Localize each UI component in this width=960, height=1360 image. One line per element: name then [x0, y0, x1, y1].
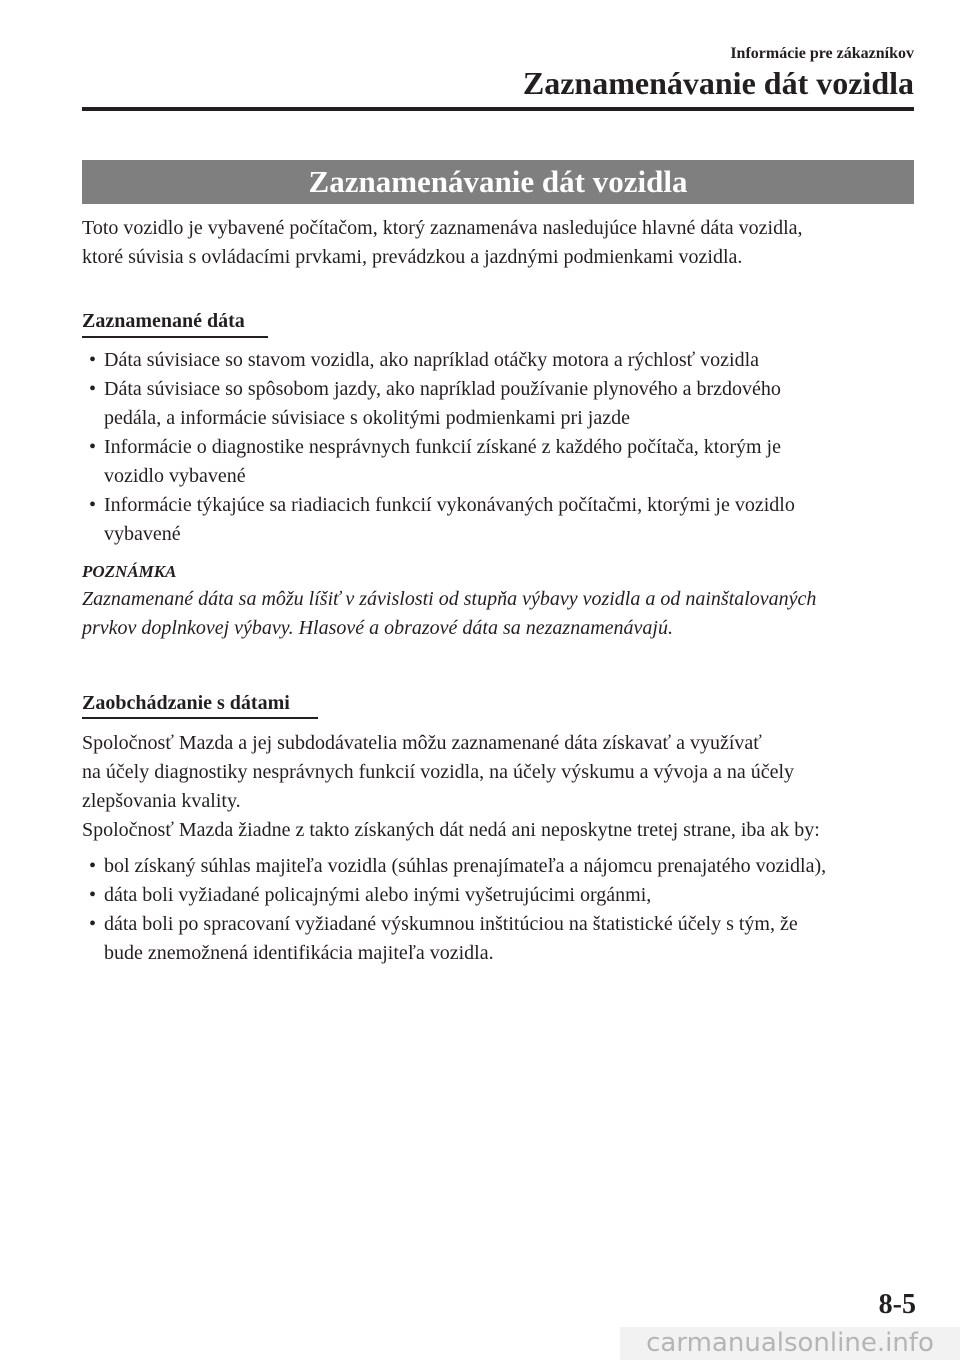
list-item-line: dáta boli po spracovaní vyžiadané výskumnou inštitúciou na štatistické účely s tým, že: [104, 913, 798, 935]
note-title: POZNÁMKA: [82, 562, 177, 581]
watermark: carmanualsonline.info: [620, 1327, 960, 1360]
list-item-line: Informácie týkajúce sa riadiacich funkcií vykonávaných počítačmi, ktorými je vozidlo: [104, 494, 795, 516]
list-item-line: Dáta súvisiace so spôsobom jazdy, ako napríklad používanie plynového a brzdového: [104, 378, 781, 400]
subheading-underline: [82, 336, 268, 338]
list-item: [82, 852, 922, 881]
bullet-icon: •: [89, 913, 97, 935]
bullet-icon: •: [89, 494, 97, 516]
list-item-line: pedála, a informácie súvisiace s okolitými podmienkami pri jazde: [104, 407, 630, 429]
list-item: [82, 910, 922, 968]
bullet-icon: •: [89, 378, 97, 400]
paragraph-line: Spoločnosť Mazda žiadne z takto získaných dát nedá ani neposkytne tretej strane, iba ak by:: [82, 819, 820, 841]
header-rule: [82, 107, 914, 111]
running-header-chapter: Zaznamenávanie dát vozidla: [522, 65, 914, 101]
subheading-underline: [82, 717, 318, 719]
list-item-line: Informácie o diagnostike nesprávnych funkcií získané z každého počítača, ktorým je: [104, 436, 781, 458]
list-item: [82, 375, 922, 433]
section-banner-title: Zaznamenávanie dát vozidla: [82, 160, 914, 204]
paragraph-line: na účely diagnostiky nesprávnych funkcií vozidla, na účely výskumu a vývoja a na účely: [82, 761, 795, 783]
note-line: Zaznamenané dáta sa môžu líšiť v závislosti od stupňa výbavy vozidla a od nainštalovaných: [82, 588, 817, 610]
paragraph-line: Spoločnosť Mazda a jej subdodávatelia môžu zaznamenané dáta získavať a využívať: [82, 732, 762, 754]
subheading-recorded-data: Zaznamenané dáta: [82, 310, 245, 332]
note-text: [82, 585, 932, 643]
note-line: prvkov doplnkovej výbavy. Hlasové a obrazové dáta sa nezaznamenávajú.: [82, 617, 673, 639]
intro-line: Toto vozidlo je vybavené počítačom, ktorý zaznamenáva nasledujúce hlavné dáta vozidla,: [82, 217, 803, 239]
page-number: 8-5: [878, 1289, 916, 1320]
paragraph-line: zlepšovania kvality.: [82, 790, 241, 812]
list-item-line: bude znemožnená identifikácia majiteľa vozidla.: [104, 942, 494, 964]
bullet-icon: •: [89, 349, 97, 371]
list-item-line: vozidlo vybavené: [104, 465, 246, 487]
list-item: [82, 491, 922, 549]
handling-paragraph: [82, 729, 922, 845]
list-item: [82, 881, 922, 910]
list-item-line: vybavené: [104, 523, 181, 545]
list-item-line: Dáta súvisiace so stavom vozidla, ako napríklad otáčky motora a rýchlosť vozidla: [104, 349, 760, 371]
recorded-data-list: [82, 346, 922, 549]
list-item-line: dáta boli vyžiadané policajnými alebo inými vyšetrujúcimi orgánmi,: [104, 884, 652, 906]
bullet-icon: •: [89, 855, 97, 877]
subheading-data-handling: Zaobchádzanie s dátami: [82, 692, 290, 714]
disclosure-conditions-list: [82, 852, 922, 968]
list-item: [82, 346, 922, 375]
bullet-icon: •: [89, 436, 97, 458]
list-item: [82, 433, 922, 491]
list-item-line: bol získaný súhlas majiteľa vozidla (súhlas prenajímateľa a nájomcu prenajatého vozidla),: [104, 855, 827, 877]
intro-line: ktoré súvisia s ovládacími prvkami, prevádzkou a jazdnými podmienkami vozidla.: [82, 246, 743, 268]
intro-paragraph: [82, 214, 922, 272]
bullet-icon: •: [89, 884, 97, 906]
running-header-section: Informácie pre zákazníkov: [730, 45, 914, 62]
